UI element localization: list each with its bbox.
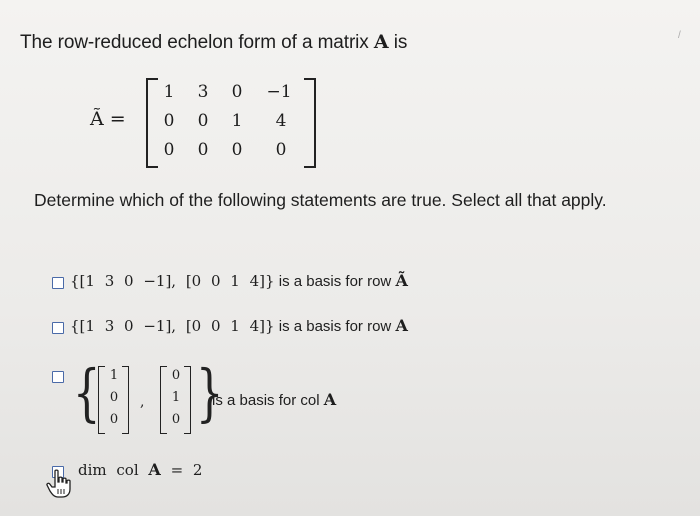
vector-2-cell: 1 xyxy=(171,390,181,405)
scratch-mark: / xyxy=(678,30,681,41)
matrix-cell: 0 xyxy=(231,140,243,160)
option-1-text: is a basis for row xyxy=(274,273,396,290)
vector-2-bracket-right xyxy=(184,366,191,434)
intro-suffix: is xyxy=(388,32,408,53)
option-4-label xyxy=(78,460,202,480)
option-4-target: A xyxy=(148,460,161,479)
matrix-cell: −1 xyxy=(266,82,292,102)
matrix-cell: 0 xyxy=(231,82,243,102)
matrix-cell: 0 xyxy=(163,140,175,160)
option-1-target: Ã xyxy=(395,271,408,290)
vector-1-cell: 0 xyxy=(109,390,119,405)
vector-comma: , xyxy=(140,394,145,410)
option-1-math: {[1 3 0 −1], [0 0 1 4]} xyxy=(70,272,275,290)
hand-pointer-icon xyxy=(46,469,72,499)
vector-1-bracket-right xyxy=(122,366,129,434)
option-3-text: is a basis for col xyxy=(212,392,324,409)
vector-1-cell: 1 xyxy=(109,368,119,383)
matrix-cell: 0 xyxy=(275,140,287,160)
intro-text: The row-reduced echelon form of a matrix xyxy=(20,32,374,53)
left-brace: { xyxy=(72,356,101,429)
option-2-target: A xyxy=(395,316,408,335)
vector-1-cell: 0 xyxy=(109,412,119,427)
matrix-label: Ã = xyxy=(90,108,126,130)
vector-2-cell: 0 xyxy=(171,412,181,427)
option-4-math: dim col xyxy=(78,461,149,479)
vector-1-bracket-left xyxy=(98,366,105,434)
vector-2-bracket-left xyxy=(160,366,167,434)
matrix-cell: 0 xyxy=(197,111,209,131)
option-1-checkbox[interactable] xyxy=(52,277,64,289)
matrix-cell: 1 xyxy=(163,82,175,102)
option-3-checkbox[interactable] xyxy=(52,371,64,383)
option-2-checkbox[interactable] xyxy=(52,322,64,334)
matrix-cell: 4 xyxy=(275,111,287,131)
matrix-cell: 0 xyxy=(163,111,175,131)
right-brace: } xyxy=(195,356,224,429)
option-3-text-wrap xyxy=(212,390,336,410)
matrix-bracket-right xyxy=(304,78,316,168)
question-intro xyxy=(20,31,407,54)
vector-2-cell: 0 xyxy=(171,368,181,383)
option-2-label xyxy=(70,316,408,336)
matrix-cell: 0 xyxy=(197,140,209,160)
option-4-suffix: = 2 xyxy=(160,461,203,479)
matrix-cell: 3 xyxy=(197,82,209,102)
option-2-text: is a basis for row xyxy=(274,318,396,335)
option-2-math: {[1 3 0 −1], [0 0 1 4]} xyxy=(70,317,275,335)
instructions: Determine which of the following statements are true. Select all that apply. xyxy=(34,190,607,210)
option-1-label xyxy=(70,271,408,291)
matrix-cell: 1 xyxy=(231,111,243,131)
option-3-target: A xyxy=(323,390,337,409)
matrix-symbol: A xyxy=(373,31,389,53)
